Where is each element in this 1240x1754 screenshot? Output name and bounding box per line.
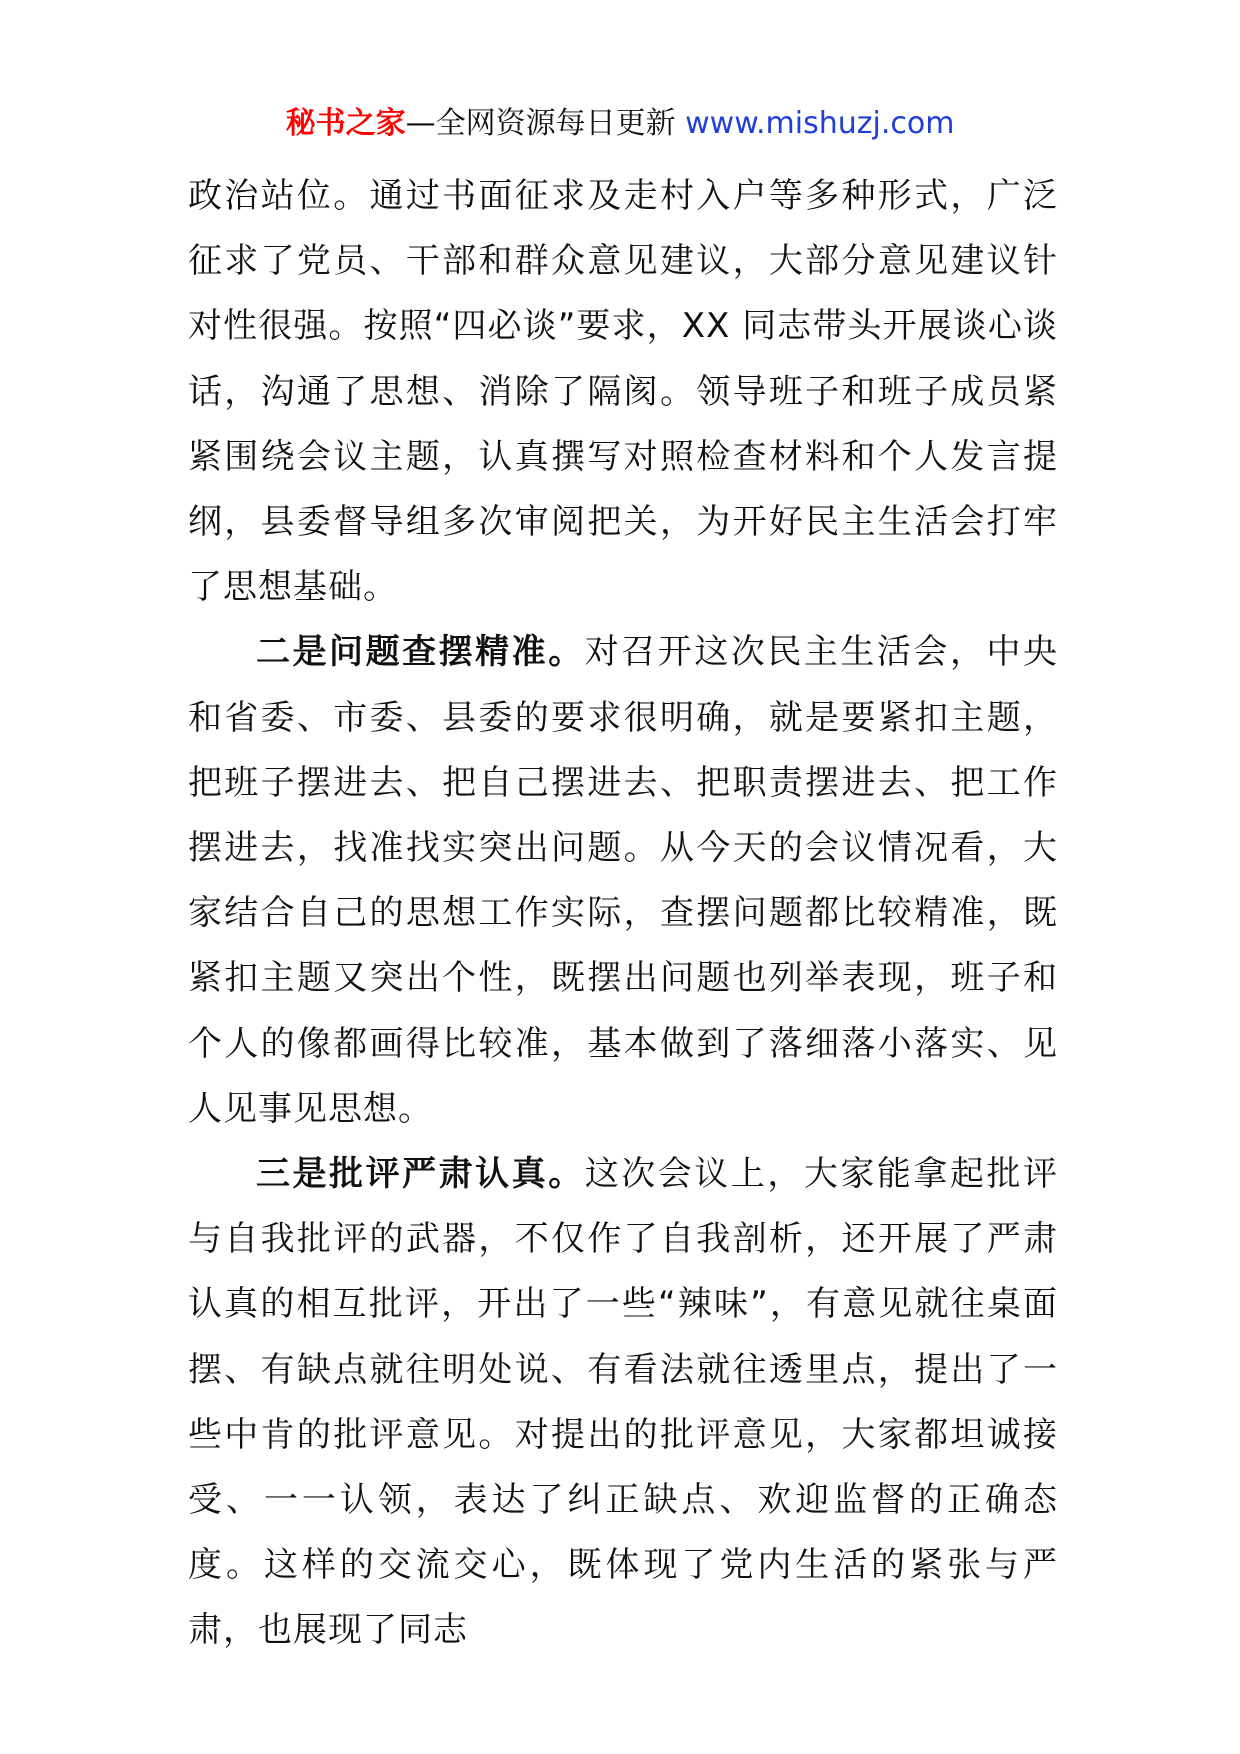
paragraph-text: 这次会议上，大家能拿起批评与自我批评的武器，不仅作了自我剖析，还开展了严肃认真的相互批评，开出了一些“辣味”，有意见就往桌面摆、有缺点就往明处说、有看法就往透里点，提出了一些中肯的批评意见。对提出的批评意见，大家都坦诚接受、一一认领，表达了纠正缺点、欢迎监督的正确态度。这样的交流交心，既体现了党内生活的紧张与严肃，也展现了同志	[188, 1154, 1059, 1651]
site-tagline: —全网资源每日更新	[405, 106, 686, 141]
site-url-link[interactable]: www.mishuzj.com	[685, 106, 955, 141]
paragraph-text: 对召开这次民主生活会，中央和省委、市委、县委的要求很明确，就是要紧扣主题，把班子摆进去、把自己摆进去、把职责摆进去、把工作摆进去，找准找实突出问题。从今天的会议情况看，大家结合自己的思想工作实际，查摆问题都比较精准，既紧扣主题又突出个性，既摆出问题也列举表现，班子和个人的像都画得比较准，基本做到了落细落小落实、见人见事见思想。	[188, 632, 1059, 1129]
paragraph-text: 政治站位。通过书面征求及走村入户等多种形式，广泛征求了党员、干部和群众意见建议，大部分意见建议针对性很强。按照“四必谈”要求，XX 同志带头开展谈心谈话，沟通了思想、消除了隔阂。领导班子和班子成员紧紧围绕会议主题，认真撰写对照检查材料和个人发言提纲，县委督导组多次审阅把关，为开好民主生活会打牢了思想基础。	[188, 176, 1058, 608]
paragraph-problem-identification	[188, 620, 1058, 1142]
paragraph-continuation	[188, 164, 1058, 620]
paragraph-criticism	[188, 1142, 1058, 1664]
document-body	[188, 164, 1058, 1664]
paragraph-heading: 二是问题查摆精准。	[256, 632, 585, 673]
site-header	[0, 100, 1240, 148]
site-brand: 秘书之家	[285, 106, 406, 141]
paragraph-heading: 三是批评严肃认真。	[256, 1154, 585, 1195]
